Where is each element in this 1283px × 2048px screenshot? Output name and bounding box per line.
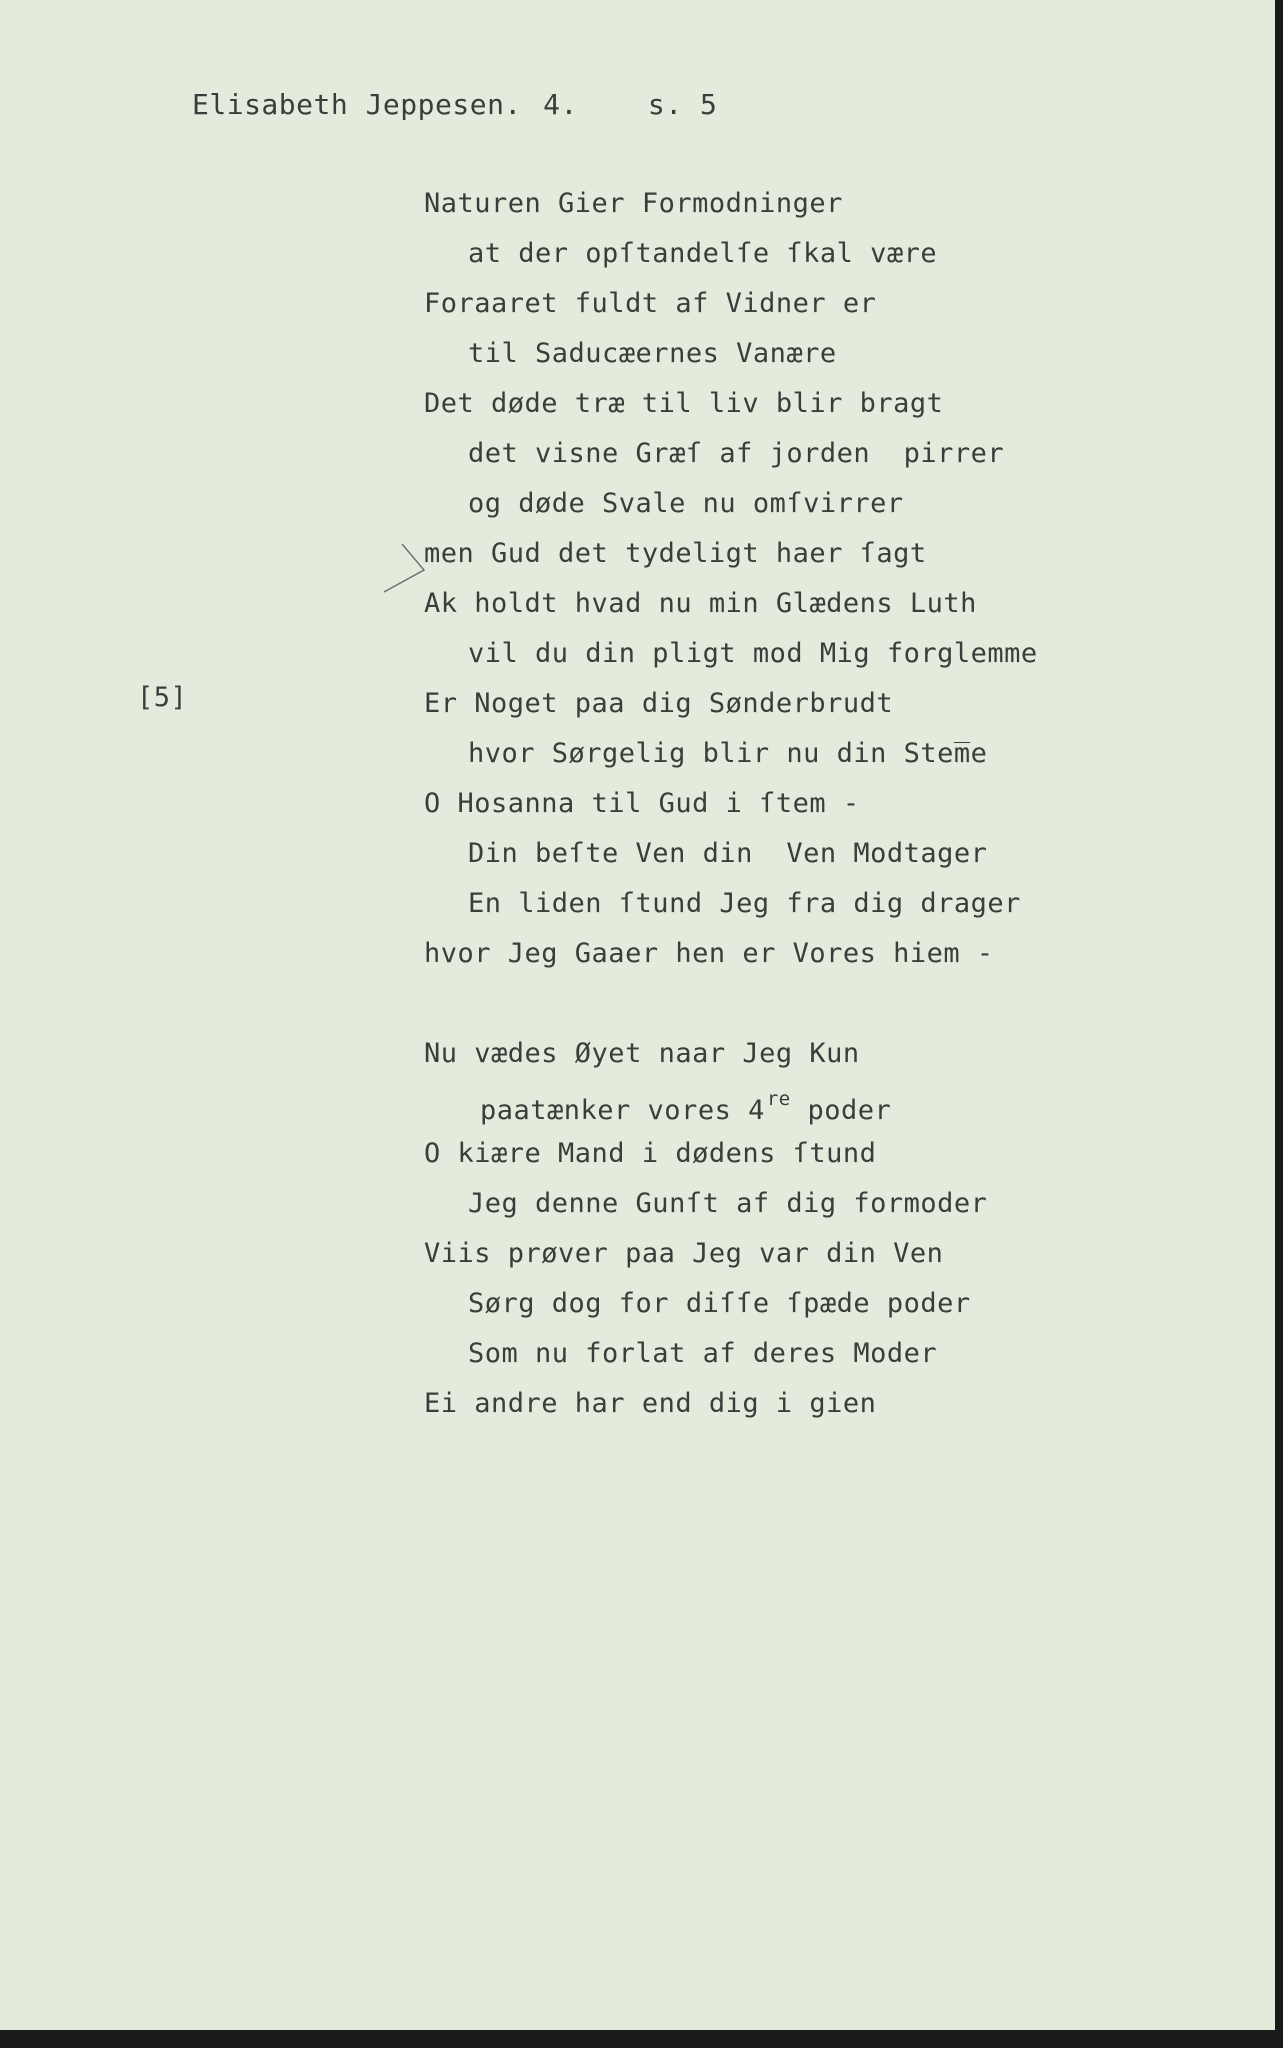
poem-line: Sørg dog for diſſe ſpæde poder xyxy=(468,1288,971,1319)
superscript-ordinal: re xyxy=(766,1088,791,1110)
poem-line: En liden ſtund Jeg fra dig drager xyxy=(468,888,1021,919)
poem-line: vil du din pligt mod Mig forglemme xyxy=(468,638,1038,669)
header-volume: 4. xyxy=(543,88,578,121)
header-author: Elisabeth Jeppesen. xyxy=(192,88,522,121)
poem-line: O kiære Mand i dødens ſtund xyxy=(424,1138,877,1169)
poem-line: Foraaret fuldt af Vidner er xyxy=(424,288,877,319)
poem-line: O Hosanna til Gud i ſtem - xyxy=(424,788,860,819)
poem-line-text: poder xyxy=(790,1095,892,1126)
poem-line: hvor Sørgelig blir nu din Stem̅e xyxy=(468,738,988,769)
poem-line: Er Noget paa dig Sønderbrudt xyxy=(424,688,894,719)
poem-line: hvor Jeg Gaaer hen er Vores hiem - xyxy=(424,938,994,969)
poem-line: at der opſtandelſe ſkal være xyxy=(468,238,938,269)
poem-line: Viis prøver paa Jeg var din Ven xyxy=(424,1238,944,1269)
poem-line: Jeg denne Gunſt af dig formoder xyxy=(468,1188,988,1219)
page-marker: [5] xyxy=(137,682,188,713)
poem-line: Som nu forlat af deres Moder xyxy=(468,1338,938,1369)
poem-line: men Gud det tydeligt haer ſagt xyxy=(424,538,927,569)
poem-line: og døde Svale nu omſvirrer xyxy=(468,488,904,519)
poem-line: til Saducæernes Vanære xyxy=(468,338,837,369)
header-page-number: s. 5 xyxy=(647,88,718,121)
margin-arrow-mark xyxy=(380,540,430,600)
poem-line: Ei andre har end dig i gien xyxy=(424,1388,877,1419)
poem-line-text: paatænker vores 4 xyxy=(480,1095,765,1126)
page-header xyxy=(192,88,717,121)
poem-line: Ak holdt hvad nu min Glædens Luth xyxy=(424,588,977,619)
poem-line: Din beſte Ven din Ven Modtager xyxy=(468,838,988,869)
poem-line: Det døde træ til liv blir bragt xyxy=(424,388,944,419)
poem-line: det visne Græſ af jorden pirrer xyxy=(468,438,1005,469)
poem-line: Naturen Gier Formodninger xyxy=(424,188,843,219)
poem-line xyxy=(480,1090,891,1124)
poem-line: Nu vædes Øyet naar Jeg Kun xyxy=(424,1038,860,1069)
